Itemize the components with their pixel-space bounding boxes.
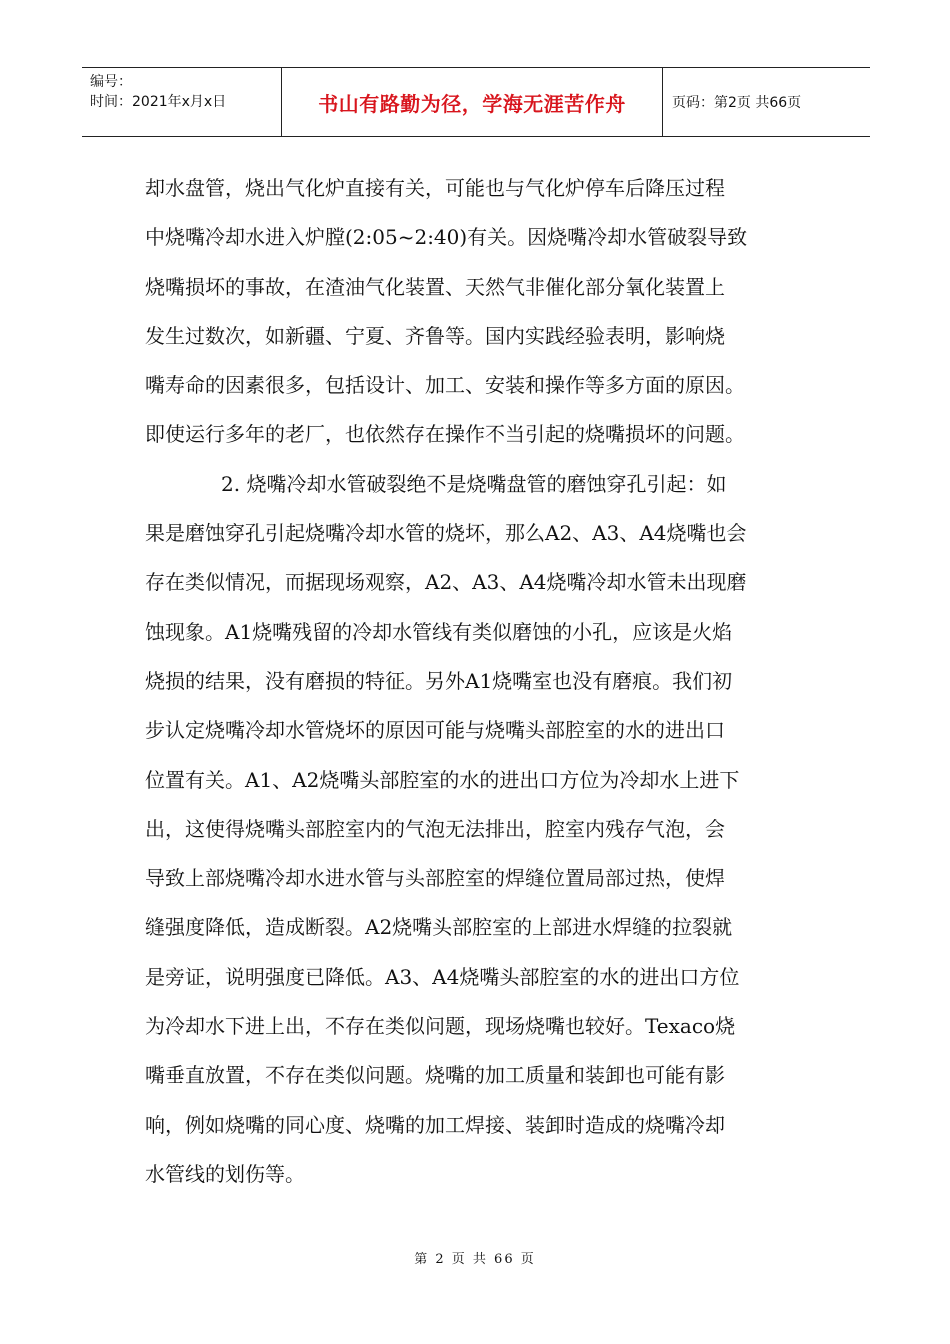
document-time-label: 时间：2021年x月x日 — [90, 94, 227, 110]
body-line: 即使运行多年的老厂，也依然存在操作不当引起的烧嘴损坏的问题。 — [145, 422, 745, 447]
body-line: 烧嘴损坏的事故，在渣油气化装置、天然气非催化部分氧化装置上 — [145, 274, 725, 299]
body-line: 嘴垂直放置，不存在类似问题。烧嘴的加工质量和装卸也可能有影 — [145, 1063, 725, 1088]
body-line: 响，例如烧嘴的同心度、烧嘴的加工焊接、装卸时造成的烧嘴冷却 — [145, 1112, 725, 1137]
page-footer: 第 2 页 共 66 页 — [414, 1252, 536, 1267]
page-header — [82, 67, 870, 137]
document-number-label: 编号： — [90, 74, 132, 90]
body-line: 烧损的结果，没有磨损的特征。另外A1烧嘴室也没有磨痕。我们初 — [145, 668, 733, 693]
body-line: 蚀现象。A1烧嘴残留的冷却水管线有类似磨蚀的小孔，应该是火焰 — [145, 619, 733, 644]
body-line: 缝强度降低，造成断裂。A2烧嘴头部腔室的上部进水焊缝的拉裂就 — [145, 915, 733, 940]
body-line: 导致上部烧嘴冷却水进水管与头部腔室的焊缝位置局部过热，使焊 — [145, 866, 725, 891]
body-line: 位置有关。A1、A2烧嘴头部腔室的水的进出口方位为冷却水上进下 — [145, 767, 740, 792]
header-motto: 书山有路勤为径，学海无涯苦作舟 — [282, 68, 663, 136]
body-line: 发生过数次，如新疆、宁夏、齐鲁等。国内实践经验表明，影响烧 — [145, 323, 725, 348]
header-meta — [82, 68, 282, 136]
body-line: 出，这使得烧嘴头部腔室内的气泡无法排出，腔室内残存气泡，会 — [145, 816, 725, 841]
body-line: 却水盘管，烧出气化炉直接有关，可能也与气化炉停车后降压过程 — [145, 176, 725, 200]
body-line: 为冷却水下进上出，不存在类似问题，现场烧嘴也较好。Texaco烧 — [145, 1014, 736, 1039]
body-line: 水管线的划伤等。 — [145, 1161, 305, 1186]
body-line: 嘴寿命的因素很多，包括设计、加工、安装和操作等多方面的原因。 — [145, 373, 745, 398]
body-line: 果是磨蚀穿孔引起烧嘴冷却水管的烧坏，那么A2、A3、A4烧嘴也会 — [145, 521, 747, 546]
body-line: 中烧嘴冷却水进入炉膛(2:05~2:40)有关。因烧嘴冷却水管破裂导致 — [145, 225, 748, 250]
body-line: 2. 烧嘴冷却水管破裂绝不是烧嘴盘管的磨蚀穿孔引起：如 — [221, 471, 727, 496]
body-line: 是旁证，说明强度已降低。A3、A4烧嘴头部腔室的水的进出口方位 — [145, 964, 740, 989]
document-body — [145, 164, 815, 1199]
body-line: 步认定烧嘴冷却水管烧坏的原因可能与烧嘴头部腔室的水的进出口 — [145, 718, 725, 743]
header-page-info: 页码：第2页 共66页 — [672, 95, 802, 111]
body-line: 存在类似情况，而据现场观察，A2、A3、A4烧嘴冷却水管未出现磨 — [145, 570, 747, 595]
